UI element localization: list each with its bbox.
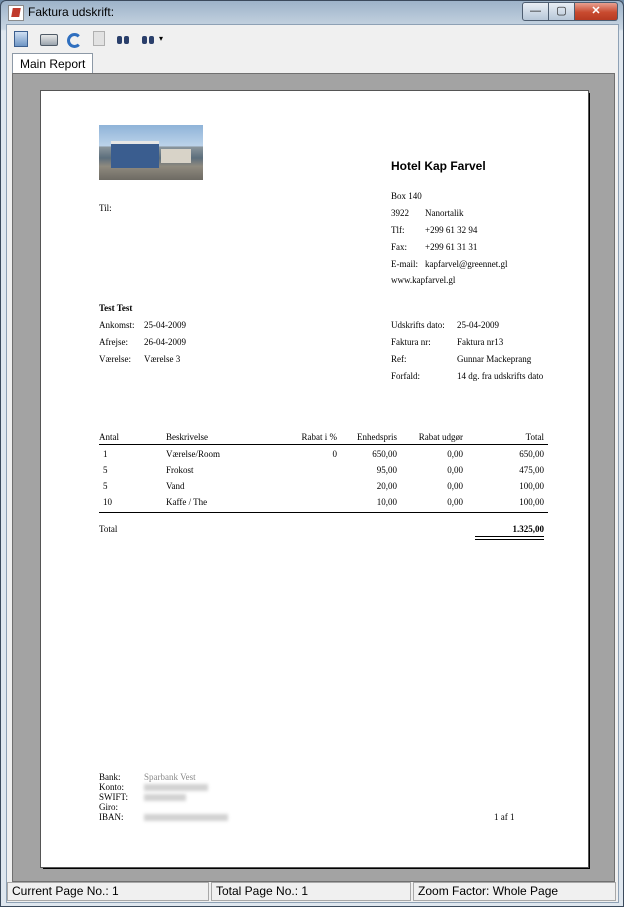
bank-label: SWIFT: <box>99 792 129 802</box>
window-controls <box>522 2 618 21</box>
toolbar <box>7 25 618 53</box>
description-cell: Værelse/Room <box>166 449 220 459</box>
discount-amount-cell: 0,00 <box>447 465 463 475</box>
description-cell: Kaffe / The <box>166 497 208 507</box>
window-title: Faktura udskrift: <box>28 5 115 19</box>
export-icon[interactable] <box>14 31 28 47</box>
invoice-value: 14 dg. fra udskrifts dato <box>457 371 544 381</box>
column-header: Enhedspris <box>357 432 397 442</box>
redacted-value <box>144 794 186 801</box>
total-underline <box>475 536 544 537</box>
address-value: kapfarvel@greennet.gl <box>425 259 508 269</box>
report-viewer[interactable] <box>12 73 615 882</box>
copy-icon[interactable] <box>93 31 105 46</box>
invoice-label: Faktura nr: <box>391 337 431 347</box>
tab-main-report[interactable]: Main Report <box>12 53 93 74</box>
discount-amount-cell: 0,00 <box>447 481 463 491</box>
total-page-status: Total Page No.: 1 <box>211 882 411 901</box>
zoom-status: Zoom Factor: Whole Page <box>413 882 616 901</box>
chevron-down-icon[interactable]: ▾ <box>159 34 164 43</box>
address-label: E-mail: <box>391 259 418 269</box>
print-icon[interactable] <box>40 34 58 46</box>
invoice-value: Faktura nr13 <box>457 337 504 347</box>
address-label: www.kapfarvel.gl <box>391 275 456 285</box>
unit-price-cell: 95,00 <box>376 465 397 475</box>
hotel-name: Hotel Kap Farvel <box>391 159 486 173</box>
til-label: Til: <box>99 203 112 213</box>
redacted-value <box>144 784 208 791</box>
address-label: Box 140 <box>391 191 422 201</box>
total-cell: 100,00 <box>519 481 544 491</box>
total-cell: 475,00 <box>519 465 544 475</box>
minimize-button[interactable]: — <box>522 2 549 21</box>
stay-value: 26-04-2009 <box>144 337 186 347</box>
invoice-label: Forfald: <box>391 371 420 381</box>
column-header: Total <box>525 432 544 442</box>
client-area <box>6 24 619 903</box>
description-cell: Vand <box>166 481 185 491</box>
page-indicator: 1 af 1 <box>494 812 515 822</box>
total-value: 1.325,00 <box>512 524 544 534</box>
unit-price-cell: 20,00 <box>376 481 397 491</box>
qty-cell: 5 <box>103 465 108 475</box>
description-cell: Frokost <box>166 465 194 475</box>
guest-name: Test Test <box>99 303 133 313</box>
discount-amount-cell: 0,00 <box>447 449 463 459</box>
find-icon[interactable] <box>117 33 131 46</box>
invoice-label: Udskrifts dato: <box>391 320 445 330</box>
refresh-icon[interactable] <box>67 33 82 48</box>
unit-price-cell: 650,00 <box>372 449 397 459</box>
find-options-icon[interactable] <box>142 33 156 46</box>
column-header: Antal <box>99 432 119 442</box>
discount-cell: 0 <box>332 449 337 459</box>
stay-label: Værelse: <box>99 354 131 364</box>
bank-value: Sparbank Vest <box>144 772 196 782</box>
stay-value: 25-04-2009 <box>144 320 186 330</box>
bank-label: Konto: <box>99 782 125 792</box>
bank-label: Bank: <box>99 772 121 782</box>
bank-label: IBAN: <box>99 812 124 822</box>
rows-rule <box>99 512 548 513</box>
close-button[interactable]: ✕ <box>575 2 618 21</box>
title-bar[interactable] <box>1 1 623 23</box>
stay-value: Værelse 3 <box>144 354 181 364</box>
current-page-status: Current Page No.: 1 <box>7 882 209 901</box>
address-value: Nanortalik <box>425 208 464 218</box>
qty-cell: 5 <box>103 481 108 491</box>
status-bar <box>7 882 618 901</box>
qty-cell: 1 <box>103 449 108 459</box>
hotel-photo <box>99 125 203 180</box>
total-cell: 650,00 <box>519 449 544 459</box>
address-value: +299 61 32 94 <box>425 225 478 235</box>
invoice-label: Ref: <box>391 354 407 364</box>
invoice-value: Gunnar Mackeprang <box>457 354 532 364</box>
column-header: Rabat i % <box>301 432 337 442</box>
redacted-value <box>144 814 228 821</box>
header-rule <box>99 444 548 445</box>
total-cell: 100,00 <box>519 497 544 507</box>
address-value: +299 61 31 31 <box>425 242 478 252</box>
column-header: Rabat udgør <box>418 432 463 442</box>
discount-amount-cell: 0,00 <box>447 497 463 507</box>
column-header: Beskrivelse <box>166 432 208 442</box>
address-label: Tlf: <box>391 225 405 235</box>
total-label: Total <box>99 524 118 534</box>
qty-cell: 10 <box>103 497 112 507</box>
maximize-button[interactable]: ▢ <box>549 2 575 21</box>
report-page <box>40 90 589 868</box>
address-label: 3922 <box>391 208 409 218</box>
stay-label: Afrejse: <box>99 337 128 347</box>
stay-label: Ankomst: <box>99 320 135 330</box>
total-underline <box>475 539 544 540</box>
address-label: Fax: <box>391 242 408 252</box>
unit-price-cell: 10,00 <box>376 497 397 507</box>
invoice-value: 25-04-2009 <box>457 320 499 330</box>
bank-label: Giro: <box>99 802 118 812</box>
app-icon <box>8 5 24 21</box>
